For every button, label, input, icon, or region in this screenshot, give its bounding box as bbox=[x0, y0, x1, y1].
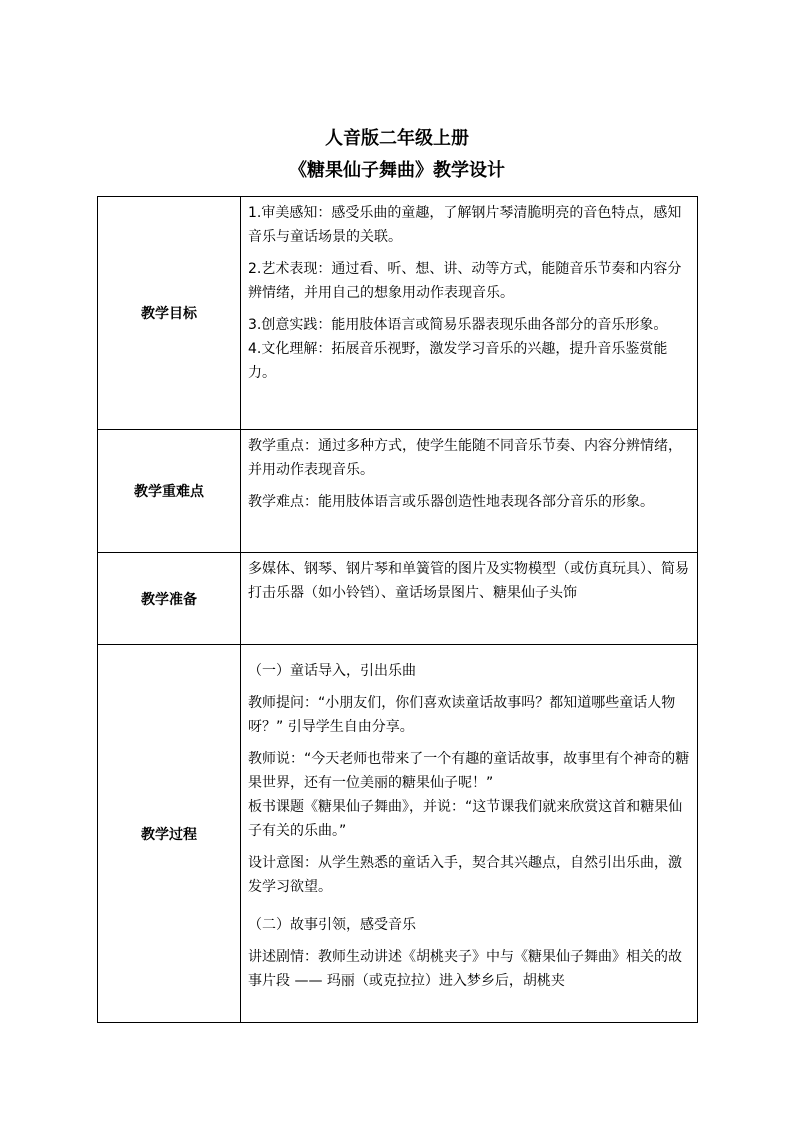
row-label-process: 教学过程 bbox=[98, 645, 241, 1023]
objective-3: 3.创意实践：能用肢体语言或简易乐器表现乐曲各部分的音乐形象。 bbox=[248, 317, 668, 333]
table-row-preparation bbox=[98, 553, 698, 645]
row-content-preparation bbox=[241, 553, 698, 645]
document-title: 人音版二年级上册 bbox=[325, 128, 469, 149]
objective-4: 4.文化理解：拓展音乐视野，激发学习音乐的兴趣，提升音乐鉴赏能力。 bbox=[248, 341, 668, 381]
key-point: 教学重点：通过多种方式，使学生能随不同音乐节奏、内容分辨情绪，并用动作表现音乐。 bbox=[248, 438, 682, 478]
row-content-process bbox=[241, 645, 698, 1023]
preparation-text: 多媒体、钢琴、钢片琴和单簧管的图片及实物模型（或仿真玩具）、简易打击乐器（如小铃铛）、童话场景图片、糖果仙子头饰 bbox=[248, 561, 689, 601]
process-paragraph: 教师提问：“小朋友们，你们喜欢读童话故事吗？都知道哪些童话人物呀？” 引导学生自由分享。 bbox=[248, 695, 676, 735]
objective-1: 1.审美感知：感受乐曲的童趣，了解钢片琴清脆明亮的音色特点，感知音乐与童话场景的关联。 bbox=[248, 205, 682, 245]
process-paragraph: 讲述剧情：教师生动讲述《胡桃夹子》中与《糖果仙子舞曲》相关的故事片段 —— 玛丽（或克拉拉）进入梦乡后，胡桃夹 bbox=[248, 949, 682, 989]
process-section-1-heading: （一）童话导入，引出乐曲 bbox=[248, 663, 416, 679]
row-label-preparation: 教学准备 bbox=[98, 553, 241, 645]
difficult-point: 教学难点：能用肢体语言或乐器创造性地表现各部分音乐的形象。 bbox=[248, 494, 654, 510]
table-row-key-points bbox=[98, 430, 698, 553]
row-label-objectives: 教学目标 bbox=[98, 197, 241, 430]
process-paragraph: 板书课题《糖果仙子舞曲》，并说：“这节课我们就来欣赏这首和糖果仙子有关的乐曲。” bbox=[248, 799, 683, 839]
row-content-key-points bbox=[241, 430, 698, 553]
table-row-objectives bbox=[98, 197, 698, 430]
objective-2: 2.艺术表现：通过看、听、想、讲、动等方式，能随音乐节奏和内容分辨情绪，并用自己的想象用动作表现音乐。 bbox=[248, 261, 682, 301]
table-row-process bbox=[98, 645, 698, 1023]
process-paragraph: 教师说：“今天老师也带来了一个有趣的童话故事，故事里有个神奇的糖果世界，还有一位美丽的糖果仙子呢！” bbox=[248, 751, 690, 791]
document-subtitle: 《糖果仙子舞曲》教学设计 bbox=[289, 160, 505, 181]
process-paragraph: 设计意图：从学生熟悉的童话入手，契合其兴趣点，自然引出乐曲，激发学习欲望。 bbox=[248, 855, 682, 895]
row-content-objectives bbox=[241, 197, 698, 430]
row-label-key-points: 教学重难点 bbox=[98, 430, 241, 553]
process-section-2-heading: （二）故事引领，感受音乐 bbox=[248, 917, 416, 933]
lesson-plan-table bbox=[97, 196, 698, 1023]
